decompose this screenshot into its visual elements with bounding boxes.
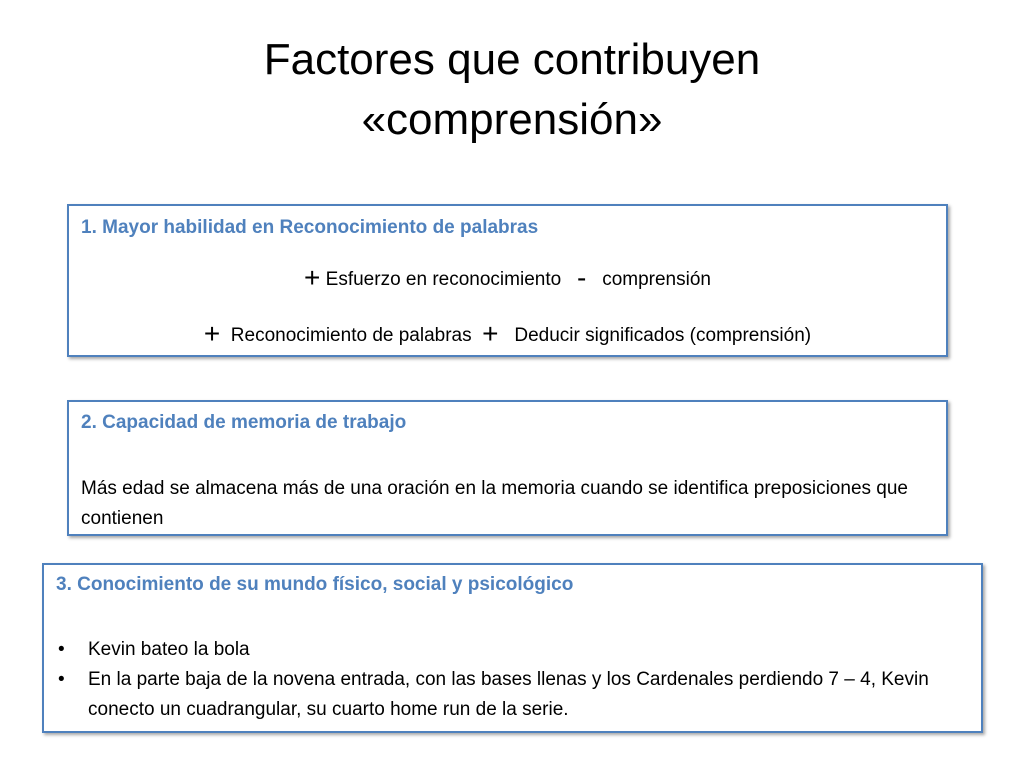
- factor-box-world-knowledge: [42, 563, 983, 733]
- list-item: [56, 665, 966, 725]
- list-item: [56, 635, 966, 665]
- minus-symbol: -: [577, 262, 587, 293]
- slide-title-line1: Factores que contribuyen: [263, 35, 761, 84]
- plus-symbol: +: [482, 318, 499, 349]
- factor-heading-3: 3. Conocimiento de su mundo físico, social y psicológico: [56, 574, 574, 595]
- relation-text: comprensión: [602, 269, 711, 290]
- factor-heading-1: 1. Mayor habilidad en Reconocimiento de palabras: [81, 217, 539, 238]
- plus-symbol: +: [203, 318, 221, 349]
- relation-text: Deducir significados (comprensión): [514, 325, 812, 346]
- slide-title-line2: «comprensión»: [361, 95, 663, 144]
- relation-line-2: [69, 318, 946, 350]
- factor-heading-2: 2. Capacidad de memoria de trabajo: [81, 412, 407, 433]
- slide-title: [0, 30, 1024, 150]
- plus-symbol: +: [304, 262, 321, 293]
- factor-box-working-memory: [67, 400, 948, 536]
- bullet-dot-icon: •: [58, 669, 65, 690]
- relation-line-1: [69, 262, 946, 294]
- relation-text: Esfuerzo en reconocimiento: [325, 269, 562, 290]
- bullet-dot-icon: •: [58, 639, 65, 660]
- bullet-list: [56, 635, 966, 725]
- factor-box-word-recognition: [67, 204, 948, 357]
- relation-text: Reconocimiento de palabras: [230, 325, 472, 346]
- factor-paragraph: Más edad se almacena más de una oración en la memoria cuando se identifica preposiciones que contienen: [81, 478, 908, 529]
- list-item-text: Kevin bateo la bola: [88, 639, 250, 660]
- list-item-text: En la parte baja de la novena entrada, con las bases llenas y los Cardenales perdiendo 7 – 4, Kevin conecto un cuadrangular, su cuarto home run de la serie.: [88, 669, 929, 720]
